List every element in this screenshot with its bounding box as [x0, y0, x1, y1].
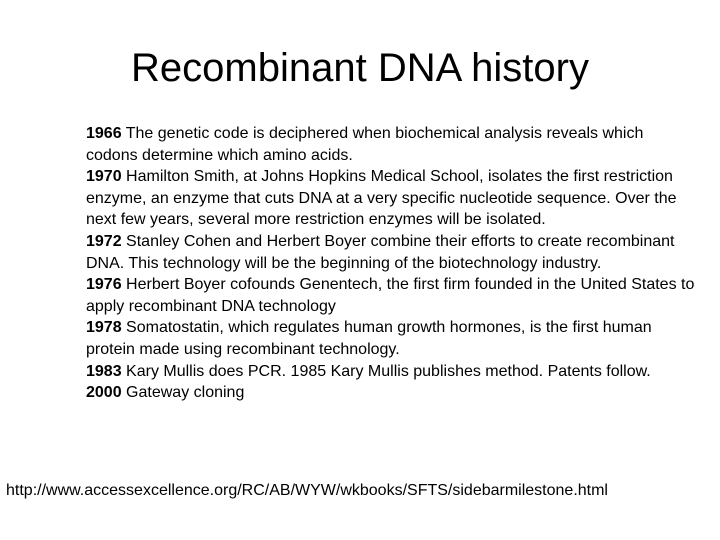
entry-text: The genetic code is deciphered when biochemical analysis reveals which codons determine which amino acids. — [86, 125, 644, 164]
timeline-entry-1972 — [86, 231, 698, 274]
source-url: http://www.accessexcellence.org/RC/AB/WYW/wkbooks/SFTS/sidebarmilestone.html — [6, 482, 608, 499]
entry-year: 1966 — [86, 125, 122, 142]
timeline-entry-1976 — [86, 274, 698, 317]
entry-text: Gateway cloning — [126, 384, 245, 402]
timeline-entry-2000 — [86, 382, 698, 404]
entry-text: Somatostatin, which regulates human growth hormones, is the first human protein made using recombinant technology. — [86, 319, 652, 358]
timeline-entry-1966 — [86, 123, 698, 166]
entry-year: 1972 — [86, 232, 122, 250]
entry-year: 1976 — [86, 276, 122, 294]
timeline-list — [86, 123, 698, 404]
entry-text: Herbert Boyer cofounds Genentech, the first firm founded in the United States to apply recombinant DNA technology — [86, 276, 695, 315]
entry-year: 1983 — [86, 362, 122, 380]
entry-year: 1978 — [86, 319, 122, 337]
timeline-entry-1970 — [86, 166, 698, 231]
slide-title: Recombinant DNA history — [131, 46, 589, 90]
entry-text: Stanley Cohen and Herbert Boyer combine their efforts to create recombinant DNA. This technology will be the beginning of the biotechnology industry. — [86, 232, 675, 272]
timeline-entry-1983 — [86, 361, 698, 383]
entry-year: 1970 — [86, 168, 122, 186]
entry-text: Hamilton Smith, at Johns Hopkins Medical School, isolates the first restriction enzyme, an enzyme that cuts DNA at a very specific nucleotide sequence. Over the next few years, several more restriction enzymes will be isolated. — [86, 168, 677, 229]
timeline-entry-1978 — [86, 317, 698, 360]
entry-year: 2000 — [86, 384, 122, 402]
entry-text: Kary Mullis does PCR. 1985 Kary Mullis publishes method. Patents follow. — [126, 362, 651, 380]
